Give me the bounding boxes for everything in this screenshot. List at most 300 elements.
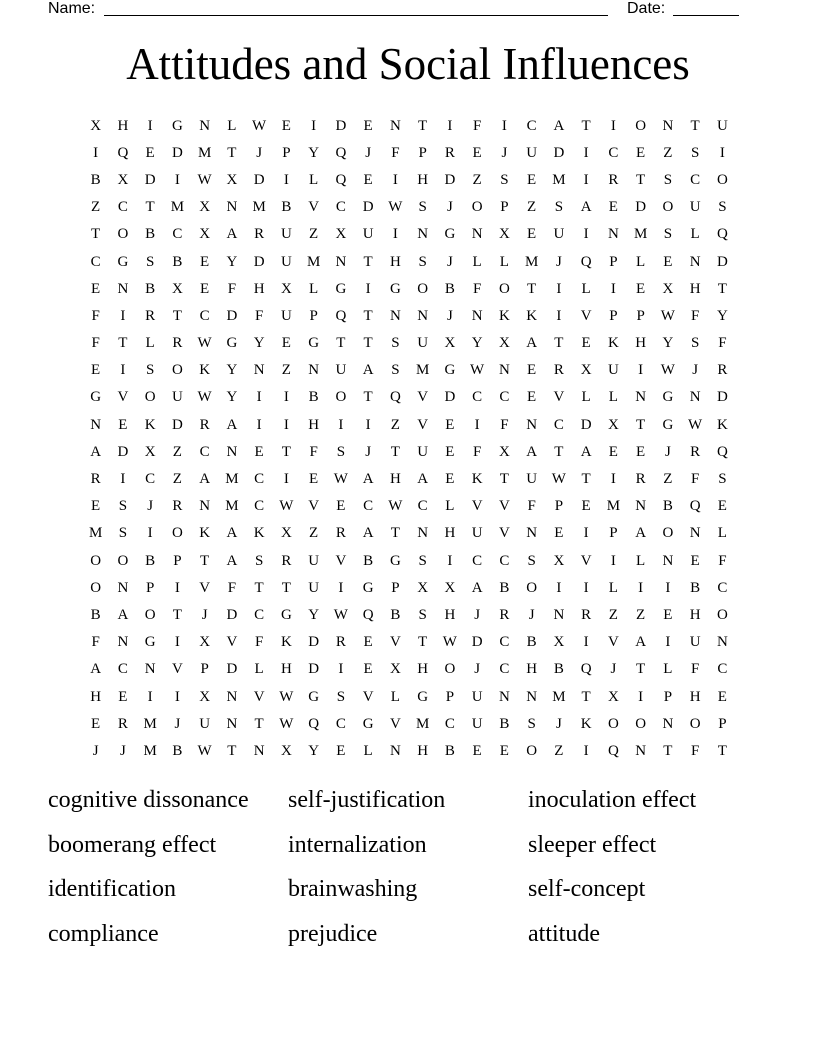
grid-letter: F	[91, 307, 100, 324]
grid-letter: K	[607, 335, 619, 352]
grid-letter: I	[583, 144, 589, 161]
grid-letter: E	[309, 471, 319, 488]
grid-letter: N	[389, 742, 401, 759]
grid-letter: B	[308, 389, 319, 406]
grid-letter: B	[363, 552, 374, 569]
grid-letter: C	[499, 661, 510, 678]
grid-letter: H	[689, 688, 701, 705]
grid-letter: D	[226, 661, 238, 678]
grid-letter: A	[362, 471, 374, 488]
grid-letter: A	[362, 362, 374, 379]
grid-letter: C	[254, 498, 265, 515]
grid-letter: T	[390, 525, 400, 542]
grid-letter: K	[526, 307, 538, 324]
grid-letter: T	[527, 280, 537, 297]
grid-letter: E	[363, 661, 373, 678]
grid-letter: G	[417, 688, 429, 705]
grid-letter: I	[120, 471, 126, 488]
grid-letter: G	[280, 606, 292, 623]
grid-letter: D	[444, 389, 456, 406]
grid-letter: Z	[527, 199, 537, 216]
grid-letter: N	[389, 307, 401, 324]
grid-letter: C	[254, 606, 265, 623]
grid-letter: E	[254, 443, 264, 460]
grid-letter: C	[335, 715, 346, 732]
grid-letter: L	[254, 661, 264, 678]
grid-letter: I	[447, 552, 453, 569]
grid-letter: U	[689, 199, 701, 216]
grid-letter: R	[690, 443, 701, 460]
grid-letter: E	[91, 362, 101, 379]
grid-letter: F	[254, 307, 264, 324]
grid-letter: Q	[580, 661, 592, 678]
grid-letter: L	[608, 389, 618, 406]
grid-letter: P	[636, 307, 645, 324]
grid-letter: J	[92, 742, 99, 759]
grid-letter: J	[528, 606, 535, 623]
grid-letter: N	[689, 525, 701, 542]
grid-letter: X	[498, 335, 510, 352]
grid-letter: L	[363, 742, 373, 759]
grid-letter: T	[581, 117, 591, 134]
grid-letter: N	[90, 416, 102, 433]
grid-letter: E	[91, 498, 101, 515]
grid-letter: U	[689, 634, 701, 651]
grid-letter: Z	[309, 226, 319, 243]
grid-letter: U	[417, 335, 429, 352]
grid-letter: I	[311, 117, 317, 134]
grid-letter: I	[638, 579, 644, 596]
grid-letter: T	[636, 416, 646, 433]
grid-row	[82, 139, 736, 166]
grid-letter: C	[499, 552, 510, 569]
grid-letter: E	[281, 335, 291, 352]
grid-letter: C	[117, 661, 128, 678]
grid-letter: W	[470, 362, 485, 379]
grid-letter: T	[418, 117, 428, 134]
grid-letter: B	[690, 579, 701, 596]
grid-letter: M	[143, 742, 157, 759]
grid-letter: C	[172, 226, 183, 243]
grid-letter: K	[199, 525, 211, 542]
grid-letter: X	[389, 661, 401, 678]
grid-letter: A	[90, 443, 102, 460]
grid-letter: N	[389, 117, 401, 134]
grid-letter: S	[663, 226, 673, 243]
grid-letter: M	[606, 498, 621, 515]
grid-letter: I	[610, 280, 616, 297]
grid-letter: O	[526, 742, 538, 759]
grid-letter: I	[256, 416, 262, 433]
grid-letter: Y	[226, 389, 238, 406]
grid-letter: I	[583, 634, 589, 651]
grid-row	[82, 629, 736, 656]
grid-letter: E	[554, 525, 564, 542]
grid-row	[82, 166, 736, 193]
grid-letter: F	[391, 144, 400, 161]
grid-row	[82, 302, 736, 329]
grid-letter: T	[227, 742, 237, 759]
grid-letter: F	[690, 661, 700, 678]
grid-letter: I	[610, 117, 616, 134]
grid-letter: B	[145, 226, 156, 243]
grid-letter: U	[471, 688, 483, 705]
grid-letter: I	[665, 634, 671, 651]
grid-letter: R	[444, 144, 455, 161]
grid-letter: D	[471, 634, 483, 651]
grid-letter: R	[553, 362, 564, 379]
grid-letter: N	[335, 253, 347, 270]
grid-letter: C	[553, 416, 564, 433]
grid-letter: D	[117, 443, 129, 460]
grid-letter: Y	[716, 307, 728, 324]
grid-letter: N	[526, 416, 538, 433]
grid-letter: Y	[308, 144, 320, 161]
grid-letter: T	[145, 199, 155, 216]
grid-letter: U	[308, 552, 320, 569]
grid-letter: N	[199, 498, 211, 515]
grid-letter: Z	[390, 416, 400, 433]
grid-letter: X	[607, 688, 619, 705]
grid-letter: V	[117, 389, 129, 406]
grid-row	[82, 112, 736, 139]
grid-letter: V	[389, 715, 401, 732]
grid-letter: I	[338, 661, 344, 678]
grid-letter: X	[417, 579, 429, 596]
grid-letter: D	[580, 416, 592, 433]
grid-letter: W	[388, 199, 403, 216]
grid-letter: O	[171, 362, 183, 379]
grid-letter: D	[308, 661, 320, 678]
grid-letter: R	[199, 416, 210, 433]
grid-letter: N	[526, 525, 538, 542]
grid-letter: R	[172, 498, 183, 515]
grid-row	[82, 656, 736, 683]
grid-letter: E	[636, 443, 646, 460]
grid-letter: I	[174, 688, 180, 705]
grid-letter: M	[552, 171, 566, 188]
grid-letter: C	[117, 199, 128, 216]
grid-letter: J	[501, 144, 508, 161]
grid-letter: C	[499, 389, 510, 406]
grid-letter: A	[226, 525, 238, 542]
grid-letter: B	[90, 606, 101, 623]
grid-letter: W	[197, 389, 212, 406]
grid-letter: N	[417, 525, 429, 542]
grid-letter: I	[719, 144, 725, 161]
grid-letter: Q	[716, 226, 728, 243]
grid-letter: X	[280, 525, 292, 542]
grid-letter: X	[199, 688, 211, 705]
grid-letter: R	[90, 471, 101, 488]
grid-row	[82, 411, 736, 438]
grid-letter: E	[636, 280, 646, 297]
grid-letter: H	[635, 335, 647, 352]
grid-letter: W	[388, 498, 403, 515]
grid-letter: B	[553, 661, 564, 678]
grid-letter: E	[499, 742, 509, 759]
grid-letter: O	[90, 579, 102, 596]
grid-letter: I	[392, 171, 398, 188]
grid-letter: P	[173, 552, 182, 569]
grid-letter: V	[253, 688, 265, 705]
grid-letter: G	[90, 389, 102, 406]
grid-letter: B	[444, 280, 455, 297]
grid-letter: J	[201, 606, 208, 623]
grid-letter: U	[308, 579, 320, 596]
grid-letter: J	[664, 443, 671, 460]
word-list-item: sleeper effect	[528, 831, 657, 858]
grid-letter: M	[143, 715, 157, 732]
grid-letter: S	[500, 171, 509, 188]
grid-letter: H	[389, 471, 401, 488]
grid-letter: Q	[335, 307, 347, 324]
grid-letter: D	[171, 144, 183, 161]
grid-letter: O	[117, 226, 129, 243]
grid-letter: K	[144, 416, 156, 433]
grid-letter: N	[117, 280, 129, 297]
grid-letter: P	[282, 144, 291, 161]
grid-letter: S	[418, 552, 427, 569]
grid-letter: I	[665, 579, 671, 596]
grid-letter: S	[718, 199, 727, 216]
grid-letter: E	[91, 280, 101, 297]
grid-letter: C	[145, 471, 156, 488]
grid-row	[82, 384, 736, 411]
grid-letter: D	[716, 389, 728, 406]
grid-letter: L	[227, 117, 237, 134]
grid-letter: I	[447, 117, 453, 134]
word-list-item: inoculation effect	[528, 787, 697, 814]
grid-letter: S	[527, 715, 536, 732]
grid-letter: I	[283, 171, 289, 188]
grid-letter: Z	[172, 443, 182, 460]
word-list-item: prejudice	[288, 921, 378, 948]
grid-letter: T	[200, 552, 210, 569]
grid-letter: N	[144, 661, 156, 678]
grid-letter: H	[117, 117, 129, 134]
grid-letter: O	[662, 525, 674, 542]
grid-letter: N	[607, 226, 619, 243]
grid-letter: S	[254, 552, 264, 569]
grid-letter: Z	[309, 525, 319, 542]
grid-letter: G	[444, 226, 456, 243]
grid-row	[82, 275, 736, 302]
grid-letter: C	[472, 389, 483, 406]
grid-letter: V	[417, 416, 429, 433]
grid-letter: J	[555, 715, 562, 732]
grid-letter: P	[554, 498, 564, 515]
grid-letter: V	[498, 525, 510, 542]
grid-letter: R	[117, 715, 128, 732]
grid-letter: F	[227, 579, 237, 596]
grid-letter: G	[171, 117, 183, 134]
grid-letter: S	[718, 471, 727, 488]
grid-letter: E	[663, 253, 673, 270]
grid-letter: E	[527, 362, 537, 379]
grid-letter: P	[609, 307, 618, 324]
grid-letter: V	[580, 552, 592, 569]
grid-letter: V	[553, 389, 565, 406]
grid-letter: I	[147, 525, 153, 542]
grid-letter: N	[226, 688, 238, 705]
grid-letter: S	[118, 525, 128, 542]
grid-letter: P	[609, 525, 618, 542]
grid-letter: A	[226, 226, 238, 243]
grid-letter: P	[500, 199, 509, 216]
grid-letter: Z	[663, 471, 673, 488]
grid-letter: T	[636, 661, 646, 678]
grid-letter: Z	[608, 606, 618, 623]
grid-letter: H	[253, 280, 265, 297]
grid-letter: N	[226, 443, 238, 460]
grid-letter: X	[662, 280, 674, 297]
word-list-row	[48, 823, 768, 868]
letter-grid	[82, 112, 736, 765]
grid-letter: R	[717, 362, 728, 379]
grid-letter: A	[226, 552, 238, 569]
grid-letter: O	[526, 579, 538, 596]
grid-letter: O	[716, 606, 728, 623]
grid-letter: U	[471, 525, 483, 542]
name-blank-line	[104, 15, 608, 16]
grid-letter: N	[635, 389, 647, 406]
grid-letter: E	[472, 144, 482, 161]
grid-letter: Q	[117, 144, 129, 161]
grid-letter: T	[172, 606, 182, 623]
grid-letter: X	[553, 552, 565, 569]
grid-letter: M	[225, 498, 239, 515]
grid-letter: Q	[308, 715, 320, 732]
grid-letter: T	[118, 335, 128, 352]
grid-letter: H	[308, 416, 320, 433]
grid-letter: D	[716, 253, 728, 270]
grid-letter: T	[690, 117, 700, 134]
grid-letter: Y	[308, 742, 320, 759]
grid-letter: A	[226, 416, 238, 433]
grid-row	[82, 438, 736, 465]
grid-letter: F	[227, 280, 237, 297]
grid-letter: W	[279, 715, 294, 732]
grid-letter: C	[499, 634, 510, 651]
grid-letter: N	[498, 688, 510, 705]
grid-letter: I	[392, 226, 398, 243]
grid-letter: F	[91, 335, 100, 352]
grid-letter: C	[199, 443, 210, 460]
grid-letter: E	[91, 715, 101, 732]
grid-letter: U	[526, 471, 538, 488]
grid-letter: J	[119, 742, 126, 759]
grid-letter: R	[254, 226, 265, 243]
grid-letter: B	[172, 742, 183, 759]
grid-letter: E	[663, 606, 673, 623]
grid-letter: I	[283, 416, 289, 433]
grid-row	[82, 248, 736, 275]
grid-letter: U	[607, 362, 619, 379]
grid-row	[82, 710, 736, 737]
grid-letter: W	[660, 362, 675, 379]
grid-letter: S	[118, 498, 128, 515]
grid-letter: Q	[335, 144, 347, 161]
grid-letter: A	[90, 661, 102, 678]
grid-letter: M	[88, 525, 103, 542]
grid-letter: J	[147, 498, 154, 515]
grid-letter: Y	[226, 253, 238, 270]
grid-letter: V	[471, 498, 483, 515]
grid-letter: O	[444, 661, 456, 678]
grid-letter: T	[390, 443, 400, 460]
grid-letter: L	[390, 688, 400, 705]
grid-letter: J	[446, 253, 453, 270]
grid-letter: C	[526, 117, 537, 134]
grid-letter: N	[526, 688, 538, 705]
grid-letter: J	[446, 307, 453, 324]
grid-letter: K	[471, 471, 483, 488]
grid-row	[82, 330, 736, 357]
grid-letter: L	[581, 389, 591, 406]
grid-letter: C	[417, 498, 428, 515]
grid-row	[82, 493, 736, 520]
grid-letter: W	[279, 688, 294, 705]
grid-letter: O	[498, 280, 510, 297]
grid-letter: L	[309, 171, 319, 188]
grid-letter: V	[607, 634, 619, 651]
grid-letter: M	[252, 199, 266, 216]
grid-letter: T	[336, 335, 346, 352]
grid-letter: N	[635, 742, 647, 759]
grid-letter: E	[336, 742, 346, 759]
grid-letter: V	[199, 579, 211, 596]
grid-letter: S	[336, 688, 346, 705]
grid-letter: O	[335, 389, 347, 406]
grid-letter: C	[717, 579, 728, 596]
grid-letter: X	[498, 443, 510, 460]
grid-letter: I	[610, 552, 616, 569]
grid-letter: A	[526, 443, 538, 460]
grid-letter: E	[118, 688, 128, 705]
grid-letter: X	[498, 226, 510, 243]
grid-letter: L	[636, 552, 646, 569]
grid-letter: S	[663, 171, 673, 188]
date-label: Date:	[627, 0, 666, 17]
grid-letter: W	[688, 416, 703, 433]
grid-letter: R	[581, 606, 592, 623]
grid-row	[82, 547, 736, 574]
grid-letter: Z	[472, 171, 482, 188]
grid-letter: B	[145, 280, 156, 297]
grid-letter: B	[662, 498, 673, 515]
grid-letter: A	[635, 525, 647, 542]
grid-letter: B	[172, 253, 183, 270]
grid-letter: K	[253, 525, 265, 542]
grid-letter: G	[308, 335, 320, 352]
grid-letter: N	[498, 362, 510, 379]
grid-letter: T	[363, 389, 373, 406]
grid-letter: T	[581, 471, 591, 488]
grid-letter: I	[556, 280, 562, 297]
grid-letter: C	[444, 715, 455, 732]
grid-letter: C	[608, 144, 619, 161]
grid-letter: E	[363, 171, 373, 188]
grid-letter: A	[117, 606, 129, 623]
grid-letter: N	[226, 199, 238, 216]
grid-letter: V	[389, 634, 401, 651]
grid-letter: J	[256, 144, 263, 161]
grid-letter: R	[281, 552, 292, 569]
grid-letter: D	[144, 171, 156, 188]
grid-letter: H	[689, 606, 701, 623]
grid-letter: P	[200, 661, 209, 678]
